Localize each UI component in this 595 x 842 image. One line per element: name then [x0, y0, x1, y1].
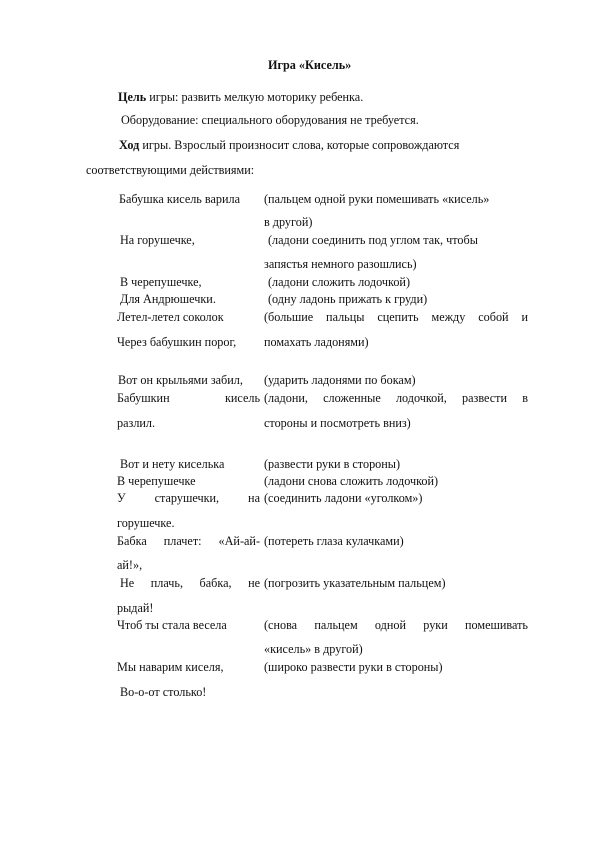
poem-verse: У старушечки, на	[117, 491, 260, 505]
poem-verse: Вот и нету киселька	[120, 457, 225, 471]
poem-verse: Чтоб ты стала весела	[117, 618, 227, 632]
poem-verse: Летел-летел соколок	[117, 310, 224, 324]
procedure-text: игры. Взрослый произносит слова, которые сопровождаются	[139, 138, 460, 152]
procedure-paragraph-line2: соответствующими действиями:	[86, 163, 255, 177]
poem-action: в другой)	[264, 215, 313, 229]
poem-verse: Вот он крыльями забил,	[118, 373, 243, 387]
poem-action: запястья немного разошлись)	[264, 257, 417, 271]
procedure-paragraph-line1	[119, 138, 459, 153]
poem-action: (широко развести руки в стороны)	[264, 660, 443, 674]
poem-verse: горушечке.	[117, 516, 175, 530]
poem-verse: Бабка плачет: «Ай-ай-	[117, 534, 260, 548]
poem-action: стороны и посмотреть вниз)	[264, 416, 411, 430]
poem-verse: В черепушечке,	[120, 275, 202, 289]
poem-verse: Через бабушкин порог,	[117, 335, 237, 349]
poem-verse: В черепушечке	[117, 474, 196, 488]
poem-verse: Мы наварим киселя,	[117, 660, 224, 674]
poem-verse: ай!»,	[117, 558, 143, 572]
poem-action: «кисель» в другой)	[264, 642, 363, 656]
poem-verse: Бабушкин кисель	[117, 391, 260, 405]
poem-action: (развести руки в стороны)	[264, 457, 401, 471]
poem-action: (ударить ладонями по бокам)	[264, 373, 416, 387]
goal-label: Цель	[118, 90, 147, 104]
poem-verse: Во-о-от столько!	[120, 685, 207, 699]
poem-action: (большие пальцы сцепить между собой и	[264, 310, 528, 324]
page-title: Игра «Кисель»	[268, 58, 352, 72]
poem-action: помахать ладонями)	[264, 335, 369, 349]
poem-action: (ладони, сложенные лодочкой, развести в	[264, 391, 528, 405]
procedure-label: Ход	[119, 138, 140, 152]
poem-action: (ладони сложить лодочкой)	[268, 275, 410, 289]
poem-action: (ладони снова сложить лодочкой)	[264, 474, 439, 488]
poem-action: (погрозить указательным пальцем)	[264, 576, 446, 590]
poem-action: (потереть глаза кулачками)	[264, 534, 404, 548]
poem-verse: Бабушка кисель варила	[119, 192, 241, 206]
poem-action: (соединить ладони «уголком»)	[264, 491, 423, 505]
poem-verse: рыдай!	[117, 601, 154, 615]
goal-text: игры: развить мелкую моторику ребенка.	[146, 90, 364, 104]
poem-verse: На горушечке,	[120, 233, 195, 247]
poem-action: (ладони соединить под углом так, чтобы	[268, 233, 478, 247]
goal-paragraph	[118, 90, 363, 105]
poem-verse: Для Андрюшечки.	[120, 292, 216, 306]
poem-action: (одну ладонь прижать к груди)	[268, 292, 428, 306]
poem-action: (пальцем одной руки помешивать «кисель»	[264, 192, 490, 206]
poem-verse: разлил.	[117, 416, 156, 430]
poem-action: (снова пальцем одной руки помешивать	[264, 618, 528, 632]
equipment-paragraph: Оборудование: специального оборудования не требуется.	[121, 113, 419, 127]
poem-verse: Не плачь, бабка, не	[120, 576, 260, 590]
